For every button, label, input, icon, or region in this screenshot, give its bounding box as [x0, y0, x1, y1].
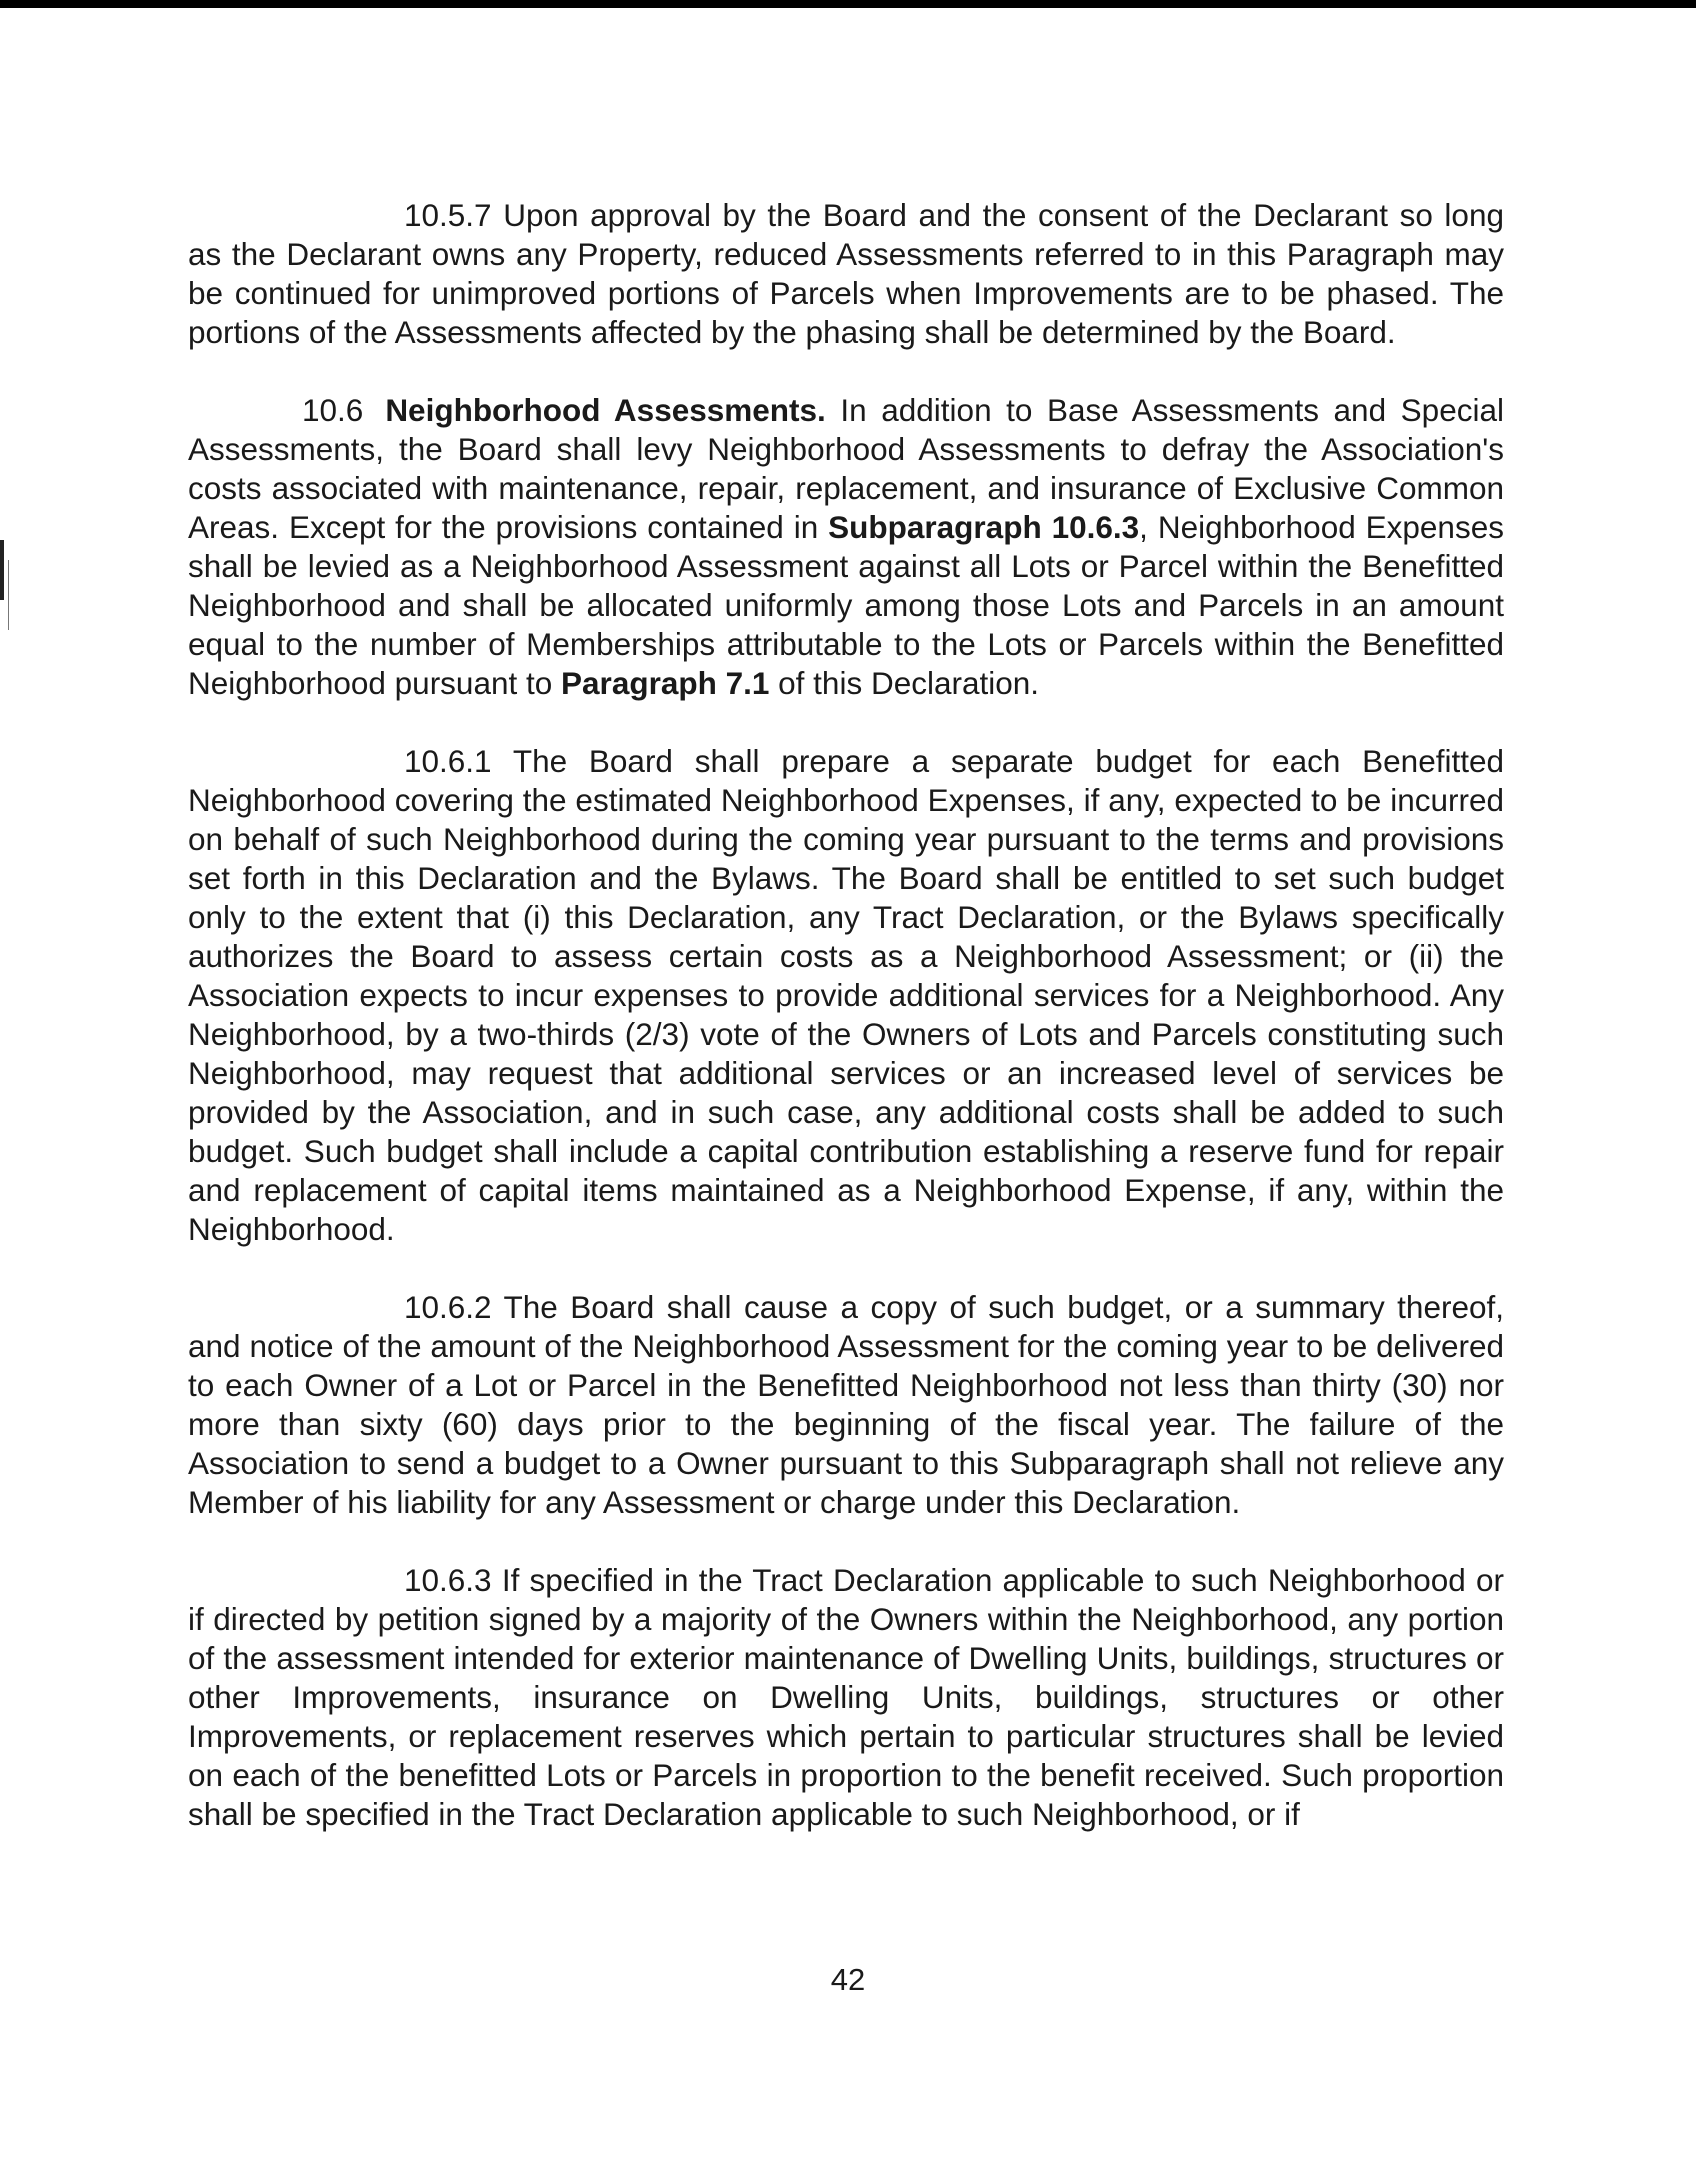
paragraph-number: 10.6.2: [404, 1289, 492, 1325]
paragraph-10-6-2: [188, 1288, 1504, 1522]
paragraph-text: In addition to Base Assessments and Special Assessments, the Board shall levy Neighborhood Assessments to defray the Association's costs associated with maintenance, repair, replacement, and insurance of Exclusive Common Areas. Except for the provisions contained in: [188, 392, 1504, 545]
cross-reference: Subparagraph 10.6.3: [828, 509, 1140, 545]
section-heading: Neighborhood Assessments.: [385, 392, 826, 428]
paragraph-10-6-3: [188, 1561, 1504, 1834]
scan-binding-mark: [0, 540, 4, 600]
paragraph-number: 10.6.1: [404, 743, 492, 779]
paragraph-10-5-7: [188, 196, 1504, 352]
paragraph-text: of this Declaration.: [778, 665, 1040, 701]
scan-top-edge: [0, 0, 1696, 8]
paragraph-number: 10.6: [302, 392, 364, 428]
paragraph-text: The Board shall cause a copy of such budget, or a summary thereof, and notice of the amount of the Neighborhood Assessment for the coming year to be delivered to each Owner of a Lot or Parcel in the Benefitted Neighborhood not less than thirty (30) nor more than sixty (60) days prior to the beginning of the fiscal year. The failure of the Association to send a budget to a Owner pursuant to this Subparagraph shall not relieve any Member of his liability for any Assessment or charge under this Declaration.: [188, 1289, 1504, 1520]
paragraph-text: Upon approval by the Board and the consent of the Declarant so long as the Declarant owns any Property, reduced Assessments referred to in this Paragraph may be continued for unimproved portions of Parcels when Improvements are to be phased. The portions of the Assessments affected by the phasing shall be determined by the Board.: [188, 197, 1504, 350]
scan-binding-mark: [8, 560, 9, 630]
paragraph-number: 10.5.7: [404, 197, 492, 233]
paragraph-10-6: [188, 391, 1504, 703]
paragraph-text: If specified in the Tract Declaration applicable to such Neighborhood or if directed by petition signed by a majority of the Owners within the Neighborhood, any portion of the assessment intended for exterior maintenance of Dwelling Units, buildings, structures or other Improvements, insurance on Dwelling Units, buildings, structures or other Improvements, or replacement reserves which pertain to particular structures shall be levied on each of the benefitted Lots or Parcels in proportion to the benefit received. Such proportion shall be specified in the Tract Declaration applicable to such Neighborhood, or if: [188, 1562, 1504, 1832]
cross-reference: Paragraph 7.1: [561, 665, 770, 701]
paragraph-number: 10.6.3: [404, 1562, 492, 1598]
paragraph-10-6-1: [188, 742, 1504, 1249]
page-number: 42: [830, 1962, 866, 1997]
paragraph-text: The Board shall prepare a separate budget for each Benefitted Neighborhood covering the estimated Neighborhood Expenses, if any, expected to be incurred on behalf of such Neighborhood during the coming year pursuant to the terms and provisions set forth in this Declaration and the Bylaws. The Board shall be entitled to set such budget only to the extent that (i) this Declaration, any Tract Declaration, or the Bylaws specifically authorizes the Board to assess certain costs as a Neighborhood Assessment; or (ii) the Association expects to incur expenses to provide additional services for a Neighborhood. Any Neighborhood, by a two-thirds (2/3) vote of the Owners of Lots and Parcels constituting such Neighborhood, may request that additional services or an increased level of services be provided by the Association, and in such case, any additional costs shall be added to such budget. Such budget shall include a capital contribution establishing a reserve fund for repair and replacement of capital items maintained as a Neighborhood Expense, if any, within the Neighborhood.: [188, 743, 1504, 1247]
paragraph-text: , Neighborhood Expenses shall be levied as a Neighborhood Assessment against all Lots or Parcel within the Benefitted Neighborhood and shall be allocated uniformly among those Lots and Parcels in an amount equal to the number of Memberships attributable to the Lots or Parcels within the Benefitted Neighborhood pursuant to: [188, 509, 1504, 701]
document-body: [188, 196, 1504, 1873]
